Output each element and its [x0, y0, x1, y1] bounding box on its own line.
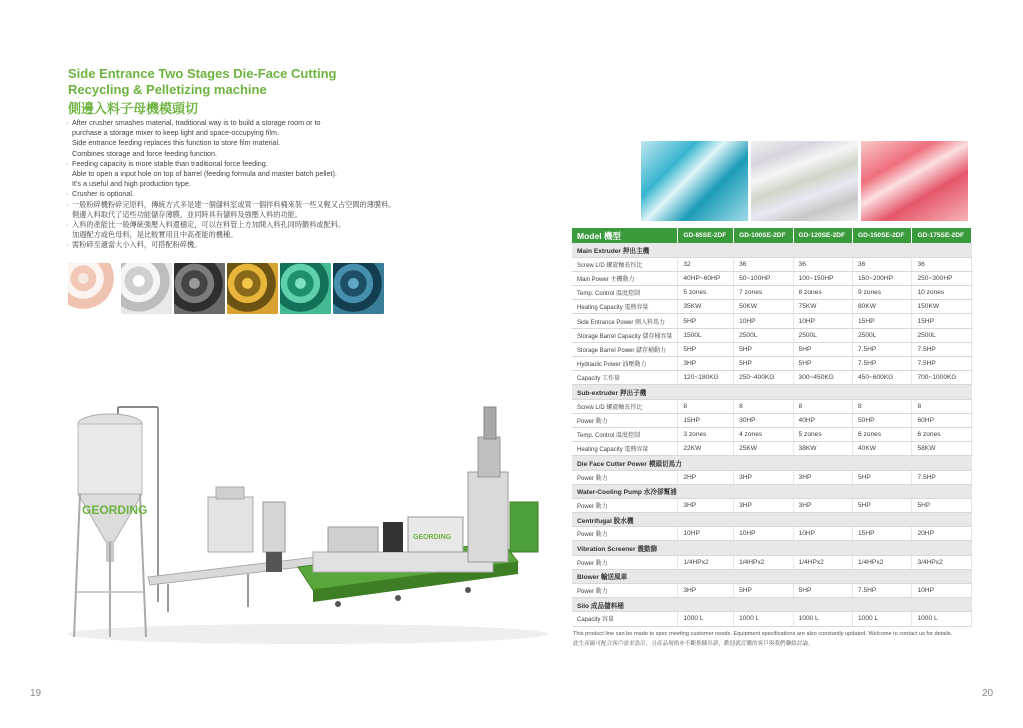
table-cell: 8 — [678, 399, 734, 413]
specification-table — [572, 228, 972, 627]
description-line: Combines storage and force feeding function. — [72, 148, 218, 158]
photo-pink-foam — [861, 141, 968, 221]
table-section-title: Main Extruder 押出主機 — [572, 243, 972, 257]
table-cell: 50~100HP — [734, 271, 793, 285]
table-cell: 3HP — [734, 498, 793, 512]
table-section-title: Vibration Screener 震動篩 — [572, 541, 972, 555]
table-row-label: Capacity 容量 — [572, 612, 678, 626]
table-cell: 2HP — [678, 470, 734, 484]
description-line: 加週配方或色母料，是比較實用且中高產能的機種。 — [72, 230, 238, 240]
table-cell: 1000 L — [678, 612, 734, 626]
table-section-row — [572, 484, 972, 498]
table-section-row — [572, 513, 972, 527]
table-row — [572, 555, 972, 569]
table-cell: 15HP — [912, 314, 972, 328]
table-cell: 100~150HP — [793, 271, 852, 285]
description-line: · 入料的產能比一般傳統強壓入料還穩定，可以在料管上方加開入料孔同時餵料或配料。 — [66, 220, 446, 230]
table-cell: 25KW — [734, 442, 793, 456]
table-section-title: Blower 輸送風車 — [572, 569, 972, 583]
table-header-model-code: GD-175SE-2DF — [912, 228, 972, 243]
table-cell: 5HP — [793, 342, 852, 356]
table-cell: 80KW — [853, 300, 912, 314]
table-header-model: Model 機型 — [572, 228, 678, 243]
table-cell: 36 — [793, 257, 852, 271]
table-section-title: Die Face Cutter Power 模頭切馬力 — [572, 456, 972, 470]
table-cell: 8 — [912, 399, 972, 413]
table-row-label: Screw L/D 螺旋軸長徑比 — [572, 399, 678, 413]
table-row — [572, 271, 972, 285]
table-cell: 40HP~60HP — [678, 271, 734, 285]
recycling-machine-illustration — [48, 402, 553, 652]
table-cell: 1000 L — [912, 612, 972, 626]
table-cell: 6 zones — [853, 427, 912, 441]
table-section-title: Centrifugal 脫水機 — [572, 513, 972, 527]
table-cell: 3HP — [678, 498, 734, 512]
table-cell: 10HP — [912, 584, 972, 598]
table-cell: 40KW — [853, 442, 912, 456]
table-cell: 75KW — [793, 300, 852, 314]
table-cell: 30HP — [734, 413, 793, 427]
description-line: · After crusher smashes material, traditional way is to build a storage room or to — [66, 118, 446, 128]
table-section-row — [572, 385, 972, 399]
footnote-english: This product line can be made to spec meeting customer needs. Equipment specifications are also constantly updated. Welcome to contact us for details. — [573, 631, 953, 637]
table-cell: 5HP — [734, 342, 793, 356]
table-cell: 1/4HPx2 — [734, 555, 793, 569]
table-section-row — [572, 456, 972, 470]
table-row — [572, 357, 972, 371]
table-cell: 5HP — [793, 584, 852, 598]
page-title: Side Entrance Two Stages Die-Face Cutting Recycling & Pelletizing machine — [68, 66, 337, 97]
footnote-chinese: 此生產線可配合客戶需求設計，且產品規格亦不斷推陳出新，歡迎就訂購的客戶與我們聯絡討論。 — [573, 641, 814, 647]
table-row-label: Power 動力 — [572, 584, 678, 598]
description-line: · 需粉碎至適當大小入料，可搭配粉碎機。 — [66, 240, 446, 250]
table-cell: 10HP — [678, 527, 734, 541]
table-cell: 22KW — [678, 442, 734, 456]
table-cell: 3HP — [793, 498, 852, 512]
table-cell: 1/4HPx2 — [793, 555, 852, 569]
table-cell: 7.5HP — [912, 357, 972, 371]
table-cell: 3/4HPx2 — [912, 555, 972, 569]
description-line: Able to open a input hole on top of barrel (feeding formula and master batch pellet). — [72, 169, 337, 179]
table-cell: 3HP — [678, 584, 734, 598]
page-title-chinese: 側邊入料子母機模頭切 — [68, 101, 199, 116]
table-cell: 40HP — [793, 413, 852, 427]
table-row-label: Power 動力 — [572, 498, 678, 512]
table-row-label: Heating Capacity 電熱容量 — [572, 300, 678, 314]
table-cell: 2500L — [734, 328, 793, 342]
table-row-label: Heating Capacity 電熱容量 — [572, 442, 678, 456]
table-cell: 10HP — [734, 527, 793, 541]
table-row-label: Storage Barrel Capacity 儲存桶容量 — [572, 328, 678, 342]
table-cell: 38KW — [793, 442, 852, 456]
table-cell: 250~300HP — [912, 271, 972, 285]
table-row-label: Main Power 主機動力 — [572, 271, 678, 285]
description-line: It's a useful and high production type. — [72, 179, 191, 189]
table-cell: 7.5HP — [853, 357, 912, 371]
table-row — [572, 286, 972, 300]
table-cell: 3HP — [793, 470, 852, 484]
table-cell: 1/4HPx2 — [678, 555, 734, 569]
table-section-row — [572, 243, 972, 257]
table-cell: 32 — [678, 257, 734, 271]
table-cell: 10HP — [793, 314, 852, 328]
table-section-row — [572, 569, 972, 583]
table-cell: 50HP — [853, 413, 912, 427]
table-header-model-code: GD-85SE-2DF — [678, 228, 734, 243]
brand-logo-silo: GEORDING — [82, 503, 148, 517]
table-cell: 150~200HP — [853, 271, 912, 285]
table-row-label: Hydraulic Power 油壓動力 — [572, 357, 678, 371]
description-line: · 一般粉碎機粉碎完原料，傳統方式多是建一個儲料室或買一個拌料桶來裝一些又輕又占空間的薄膜料。 — [66, 200, 446, 210]
table-cell: 4 zones — [734, 427, 793, 441]
description-line: 側邊入料取代了這些功能儲存薄膜，並同時具有儲料及強壓入料的功能。 — [72, 209, 303, 219]
table-cell: 36 — [912, 257, 972, 271]
table-cell: 5 zones — [793, 427, 852, 441]
photo-blue-film — [641, 141, 748, 221]
table-cell: 2500L — [793, 328, 852, 342]
table-row-label: Temp. Control 溫度控制 — [572, 286, 678, 300]
table-cell: 8 — [853, 399, 912, 413]
table-header-model-code: GD-100SE-2DF — [734, 228, 793, 243]
table-cell: 36 — [734, 257, 793, 271]
pellet-sample-gray — [174, 263, 225, 314]
table-cell: 5HP — [853, 470, 912, 484]
table-row — [572, 300, 972, 314]
table-cell: 15HP — [853, 314, 912, 328]
table-cell: 36 — [853, 257, 912, 271]
table-cell: 5HP — [678, 314, 734, 328]
table-section-title: Silo 成品儲料桶 — [572, 598, 972, 612]
table-row-label: Power 動力 — [572, 527, 678, 541]
table-cell: 5 zones — [678, 286, 734, 300]
table-cell: 1000 L — [793, 612, 852, 626]
table-cell: 60HP — [912, 413, 972, 427]
pellet-sample-white — [121, 263, 172, 314]
table-cell: 50KW — [734, 300, 793, 314]
table-cell: 5HP — [912, 498, 972, 512]
table-row — [572, 470, 972, 484]
table-row-label: Temp. Control 溫度控制 — [572, 427, 678, 441]
table-cell: 7.5HP — [912, 470, 972, 484]
table-cell: 10HP — [734, 314, 793, 328]
table-cell: 3HP — [678, 357, 734, 371]
raw-material-photos — [641, 141, 968, 221]
table-cell: 8 — [793, 399, 852, 413]
table-row-label: Storage Barrel Power 儲存桶動力 — [572, 342, 678, 356]
table-cell: 7 zones — [734, 286, 793, 300]
table-cell: 5HP — [734, 357, 793, 371]
table-cell: 15HP — [853, 527, 912, 541]
table-row — [572, 442, 972, 456]
footnote — [573, 629, 993, 649]
table-row-label: Capacity 工作量 — [572, 371, 678, 385]
table-row — [572, 371, 972, 385]
table-header-model-code: GD-150SE-2DF — [853, 228, 912, 243]
table-cell: 3 zones — [678, 427, 734, 441]
table-cell: 2500L — [853, 328, 912, 342]
storage-silo-drawing — [74, 407, 158, 637]
table-row-label: Power 動力 — [572, 470, 678, 484]
table-cell: 10 zones — [912, 286, 972, 300]
table-row-label: Screw L/D 螺旋軸長徑比 — [572, 257, 678, 271]
table-row — [572, 257, 972, 271]
table-cell: 3HP — [734, 470, 793, 484]
page-number-left: 19 — [30, 688, 42, 699]
table-row — [572, 584, 972, 598]
table-cell: 20HP — [912, 527, 972, 541]
feature-description-list — [66, 118, 446, 251]
table-cell: 7.5HP — [853, 584, 912, 598]
table-cell: 15HP — [678, 413, 734, 427]
table-row — [572, 498, 972, 512]
table-section-title: Sub-extruder 押出子機 — [572, 385, 972, 399]
page-number-right: 20 — [982, 688, 994, 699]
table-cell: 300~450KG — [793, 371, 852, 385]
table-cell: 2500L — [912, 328, 972, 342]
table-cell: 450~600KG — [853, 371, 912, 385]
table-section-row — [572, 541, 972, 555]
photo-mixed-film-bales — [751, 141, 858, 221]
table-cell: 1/4HPx2 — [853, 555, 912, 569]
table-row — [572, 314, 972, 328]
pellet-sample-blue — [333, 263, 384, 314]
table-row — [572, 328, 972, 342]
description-line: · Crusher is optional. — [66, 189, 446, 199]
table-row — [572, 427, 972, 441]
pellet-sample-pink — [68, 263, 119, 314]
table-cell: 7.5HP — [912, 342, 972, 356]
table-cell: 8 — [734, 399, 793, 413]
table-row — [572, 527, 972, 541]
table-cell: 5HP — [853, 498, 912, 512]
table-cell: 35KW — [678, 300, 734, 314]
table-row-label: Power 動力 — [572, 555, 678, 569]
table-cell: 58KW — [912, 442, 972, 456]
table-cell: 150KW — [912, 300, 972, 314]
table-cell: 6 zones — [912, 427, 972, 441]
table-header-model-code: GD-120SE-2DF — [793, 228, 852, 243]
brand-logo-machine: GEORDING — [413, 534, 452, 541]
table-row-label: Side Entrance Power 側入料馬力 — [572, 314, 678, 328]
pellet-samples — [68, 263, 384, 314]
table-row — [572, 413, 972, 427]
pellet-sample-yellow — [227, 263, 278, 314]
table-section-row — [572, 598, 972, 612]
table-row-label: Power 動力 — [572, 413, 678, 427]
table-cell: 1000 L — [853, 612, 912, 626]
table-cell: 1000 L — [734, 612, 793, 626]
table-row — [572, 612, 972, 626]
table-cell: 8 zones — [793, 286, 852, 300]
table-row — [572, 399, 972, 413]
table-cell: 1500L — [678, 328, 734, 342]
table-cell: 700~1000KG — [912, 371, 972, 385]
table-row — [572, 342, 972, 356]
table-cell: 9 zones — [853, 286, 912, 300]
table-cell: 10HP — [793, 527, 852, 541]
table-cell: 250~400KG — [734, 371, 793, 385]
table-section-title: Water-Cooling Pump 水冷卻幫浦 — [572, 484, 972, 498]
description-line: purchase a storage mixer to keep light and space-occupying film. — [72, 128, 279, 138]
table-cell: 120~180KG — [678, 371, 734, 385]
pellet-sample-green — [280, 263, 331, 314]
table-cell: 5HP — [678, 342, 734, 356]
table-cell: 5HP — [793, 357, 852, 371]
table-cell: 7.5HP — [853, 342, 912, 356]
description-line: · Feeding capacity is more stable than traditional force feeding. — [66, 159, 446, 169]
description-line: Side entrance feeding replaces this function to store film material. — [72, 138, 281, 148]
table-cell: 5HP — [734, 584, 793, 598]
